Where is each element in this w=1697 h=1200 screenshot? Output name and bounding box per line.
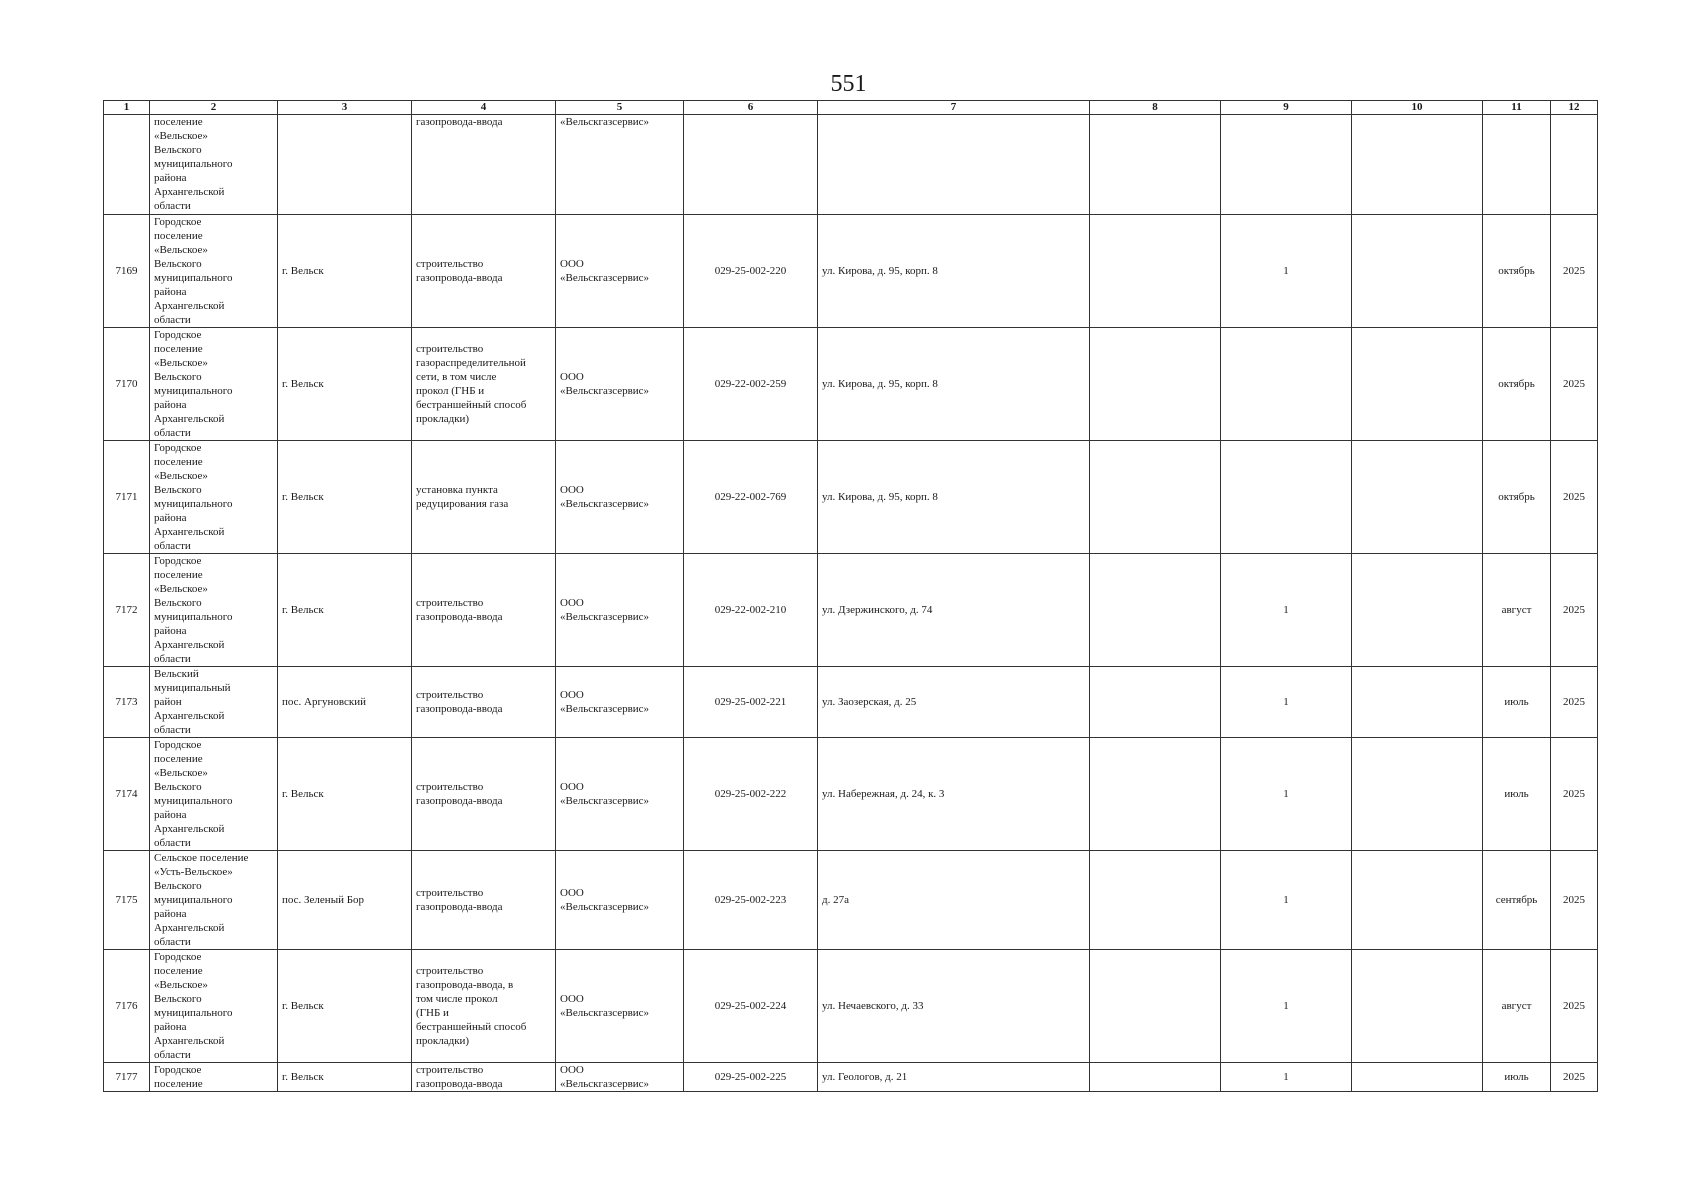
object-code-cell: 029-25-002-223 <box>684 851 818 950</box>
locality-cell: г. Вельск <box>278 950 412 1063</box>
month-cell: октябрь <box>1483 328 1551 441</box>
row-number: 7175 <box>104 851 150 950</box>
column-number: 1 <box>104 101 150 115</box>
work-type-cell: строительство газопровода-ввода <box>412 851 556 950</box>
column-10-cell <box>1352 851 1483 950</box>
column-8-cell <box>1090 554 1221 667</box>
column-10-cell <box>1352 1063 1483 1092</box>
year-cell: 2025 <box>1551 215 1598 328</box>
locality-cell: г. Вельск <box>278 215 412 328</box>
table-row <box>104 738 1598 851</box>
municipality-cell: Городское поселение <box>150 1063 278 1092</box>
row-number: 7171 <box>104 441 150 554</box>
row-number: 7169 <box>104 215 150 328</box>
table-row <box>104 950 1598 1063</box>
column-10-cell <box>1352 328 1483 441</box>
municipality-cell: поселение «Вельское» Вельского муниципального района Архангельской области <box>150 115 278 215</box>
quantity-cell: 1 <box>1221 950 1352 1063</box>
municipality-cell: Вельский муниципальный район Архангельской области <box>150 667 278 738</box>
work-type-cell: строительство газопровода-ввода <box>412 667 556 738</box>
column-8-cell <box>1090 667 1221 738</box>
organization-cell: ООО «Вельскгазсервис» <box>556 215 684 328</box>
year-cell <box>1551 115 1598 215</box>
year-cell: 2025 <box>1551 441 1598 554</box>
address-cell: ул. Набережная, д. 24, к. 3 <box>818 738 1090 851</box>
month-cell: июль <box>1483 667 1551 738</box>
column-number: 10 <box>1352 101 1483 115</box>
locality-cell <box>278 115 412 215</box>
address-cell: ул. Кирова, д. 95, корп. 8 <box>818 328 1090 441</box>
work-type-cell: строительство газопровода-ввода, в том числе прокол (ГНБ и бестраншейный способ прокладки) <box>412 950 556 1063</box>
locality-cell: г. Вельск <box>278 328 412 441</box>
quantity-cell: 1 <box>1221 667 1352 738</box>
address-cell: ул. Геологов, д. 21 <box>818 1063 1090 1092</box>
work-type-cell: строительство газопровода-ввода <box>412 1063 556 1092</box>
column-number: 5 <box>556 101 684 115</box>
column-number: 9 <box>1221 101 1352 115</box>
page-number: 551 <box>830 71 867 97</box>
municipality-cell: Городское поселение «Вельское» Вельского муниципального района Архангельской области <box>150 328 278 441</box>
object-code-cell: 029-22-002-769 <box>684 441 818 554</box>
address-cell: д. 27а <box>818 851 1090 950</box>
column-number-row <box>104 101 1598 115</box>
table-row <box>104 441 1598 554</box>
organization-cell: ООО «Вельскгазсервис» <box>556 950 684 1063</box>
month-cell: июль <box>1483 738 1551 851</box>
municipality-cell: Городское поселение «Вельское» Вельского муниципального района Архангельской области <box>150 950 278 1063</box>
locality-cell: г. Вельск <box>278 441 412 554</box>
quantity-cell: 1 <box>1221 554 1352 667</box>
month-cell <box>1483 115 1551 215</box>
work-type-cell: строительство газораспределительной сети, в том числе прокол (ГНБ и бестраншейный способ прокладки) <box>412 328 556 441</box>
column-number: 11 <box>1483 101 1551 115</box>
column-number: 6 <box>684 101 818 115</box>
municipality-cell: Сельское поселение «Усть-Вельское» Вельского муниципального района Архангельской области <box>150 851 278 950</box>
row-number: 7173 <box>104 667 150 738</box>
work-type-cell: строительство газопровода-ввода <box>412 215 556 328</box>
work-type-cell: газопровода-ввода <box>412 115 556 215</box>
municipality-cell: Городское поселение «Вельское» Вельского муниципального района Архангельской области <box>150 738 278 851</box>
object-code-cell: 029-25-002-222 <box>684 738 818 851</box>
object-code-cell: 029-25-002-220 <box>684 215 818 328</box>
table-row <box>104 115 1598 215</box>
locality-cell: г. Вельск <box>278 1063 412 1092</box>
month-cell: август <box>1483 554 1551 667</box>
column-10-cell <box>1352 667 1483 738</box>
column-10-cell <box>1352 115 1483 215</box>
address-cell: ул. Кирова, д. 95, корп. 8 <box>818 441 1090 554</box>
object-code-cell: 029-25-002-225 <box>684 1063 818 1092</box>
month-cell: октябрь <box>1483 441 1551 554</box>
locality-cell: пос. Зеленый Бор <box>278 851 412 950</box>
quantity-cell: 1 <box>1221 851 1352 950</box>
column-8-cell <box>1090 115 1221 215</box>
table-row <box>104 215 1598 328</box>
month-cell: сентябрь <box>1483 851 1551 950</box>
address-cell: ул. Нечаевского, д. 33 <box>818 950 1090 1063</box>
year-cell: 2025 <box>1551 851 1598 950</box>
month-cell: июль <box>1483 1063 1551 1092</box>
column-8-cell <box>1090 950 1221 1063</box>
column-8-cell <box>1090 738 1221 851</box>
year-cell: 2025 <box>1551 1063 1598 1092</box>
row-number: 7170 <box>104 328 150 441</box>
work-type-cell: установка пункта редуцирования газа <box>412 441 556 554</box>
column-number: 7 <box>818 101 1090 115</box>
table-row <box>104 554 1598 667</box>
locality-cell: г. Вельск <box>278 554 412 667</box>
row-number <box>104 115 150 215</box>
address-cell: ул. Дзержинского, д. 74 <box>818 554 1090 667</box>
quantity-cell <box>1221 328 1352 441</box>
row-number: 7176 <box>104 950 150 1063</box>
address-cell <box>818 115 1090 215</box>
year-cell: 2025 <box>1551 950 1598 1063</box>
row-number: 7174 <box>104 738 150 851</box>
column-number: 4 <box>412 101 556 115</box>
organization-cell: ООО «Вельскгазсервис» <box>556 554 684 667</box>
year-cell: 2025 <box>1551 554 1598 667</box>
month-cell: октябрь <box>1483 215 1551 328</box>
object-code-cell: 029-25-002-221 <box>684 667 818 738</box>
column-8-cell <box>1090 441 1221 554</box>
quantity-cell: 1 <box>1221 215 1352 328</box>
column-number: 8 <box>1090 101 1221 115</box>
year-cell: 2025 <box>1551 667 1598 738</box>
object-code-cell: 029-22-002-259 <box>684 328 818 441</box>
column-10-cell <box>1352 215 1483 328</box>
object-code-cell <box>684 115 818 215</box>
organization-cell: ООО «Вельскгазсервис» <box>556 441 684 554</box>
municipality-cell: Городское поселение «Вельское» Вельского муниципального района Архангельской области <box>150 215 278 328</box>
registry-table <box>103 100 1598 1092</box>
locality-cell: г. Вельск <box>278 738 412 851</box>
locality-cell: пос. Аргуновский <box>278 667 412 738</box>
column-8-cell <box>1090 328 1221 441</box>
address-cell: ул. Кирова, д. 95, корп. 8 <box>818 215 1090 328</box>
column-10-cell <box>1352 441 1483 554</box>
quantity-cell: 1 <box>1221 1063 1352 1092</box>
column-8-cell <box>1090 215 1221 328</box>
column-number: 3 <box>278 101 412 115</box>
row-number: 7177 <box>104 1063 150 1092</box>
work-type-cell: строительство газопровода-ввода <box>412 554 556 667</box>
table-row <box>104 1063 1598 1092</box>
address-cell: ул. Заозерская, д. 25 <box>818 667 1090 738</box>
organization-cell: ООО «Вельскгазсервис» <box>556 851 684 950</box>
table-row <box>104 667 1598 738</box>
table-row <box>104 328 1598 441</box>
organization-cell: ООО «Вельскгазсервис» <box>556 667 684 738</box>
object-code-cell: 029-22-002-210 <box>684 554 818 667</box>
column-number: 2 <box>150 101 278 115</box>
municipality-cell: Городское поселение «Вельское» Вельского муниципального района Архангельской области <box>150 441 278 554</box>
year-cell: 2025 <box>1551 738 1598 851</box>
organization-cell: ООО «Вельскгазсервис» <box>556 738 684 851</box>
column-10-cell <box>1352 950 1483 1063</box>
year-cell: 2025 <box>1551 328 1598 441</box>
column-10-cell <box>1352 738 1483 851</box>
organization-cell: ООО «Вельскгазсервис» <box>556 328 684 441</box>
municipality-cell: Городское поселение «Вельское» Вельского муниципального района Архангельской области <box>150 554 278 667</box>
column-10-cell <box>1352 554 1483 667</box>
table-row <box>104 851 1598 950</box>
work-type-cell: строительство газопровода-ввода <box>412 738 556 851</box>
column-number: 12 <box>1551 101 1598 115</box>
quantity-cell: 1 <box>1221 738 1352 851</box>
object-code-cell: 029-25-002-224 <box>684 950 818 1063</box>
organization-cell: «Вельскгазсервис» <box>556 115 684 215</box>
column-8-cell <box>1090 851 1221 950</box>
quantity-cell <box>1221 115 1352 215</box>
organization-cell: ООО «Вельскгазсервис» <box>556 1063 684 1092</box>
column-8-cell <box>1090 1063 1221 1092</box>
month-cell: август <box>1483 950 1551 1063</box>
row-number: 7172 <box>104 554 150 667</box>
quantity-cell <box>1221 441 1352 554</box>
